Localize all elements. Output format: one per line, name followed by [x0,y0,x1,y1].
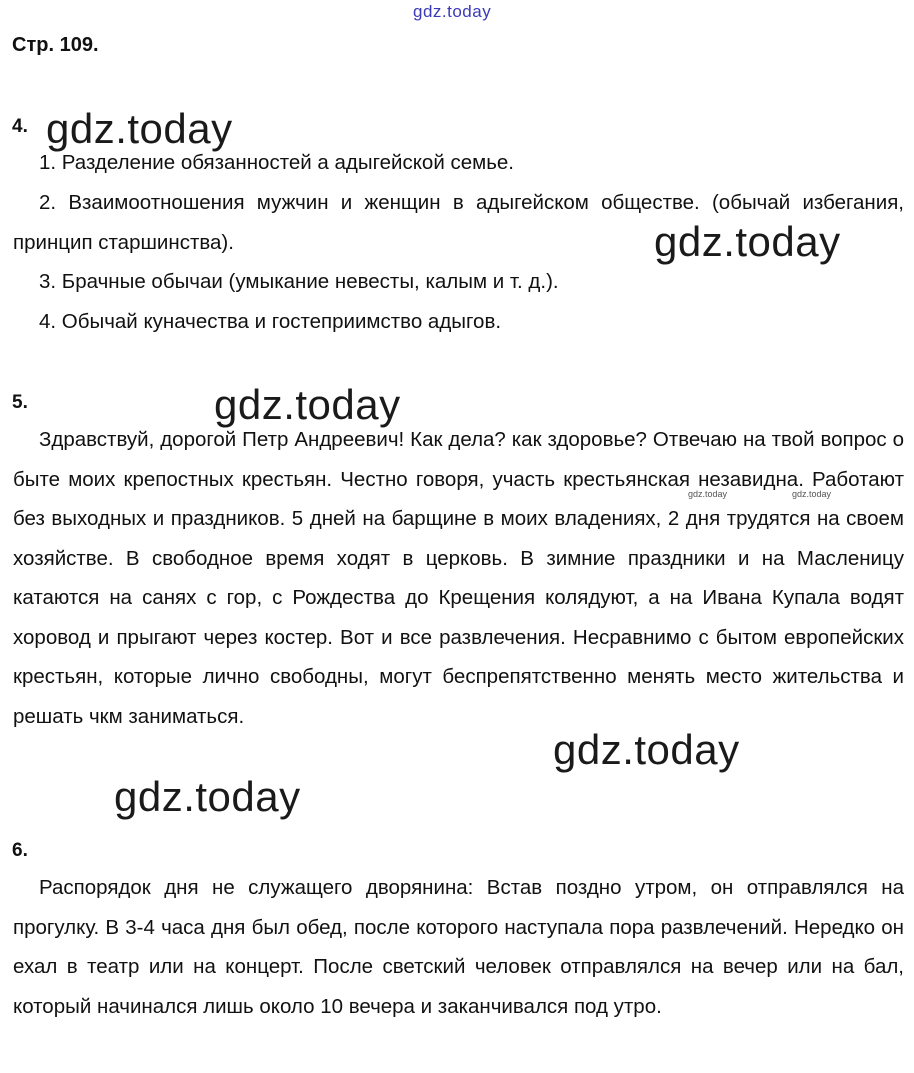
top-watermark: gdz.today [413,2,492,21]
section-4-item-3: 3. Брачные обычаи (умыкание невесты, калым и т. д.). [39,270,559,293]
watermark-small-2: gdz.today [792,489,832,499]
watermark-s4-1: gdz.today [46,105,233,152]
watermark-s5-1: gdz.today [214,381,401,428]
section-4-item-1: 1. Разделение обязанностей а адыгейской семье. [39,151,515,174]
page-title: Стр. 109. [12,34,99,56]
section-4-item-2: 2. Взаимоотношения мужчин и женщин в адыгейском обществе. (обычай избегания, принцип старшинства). [13,191,904,254]
section-6-number: 6. [12,840,28,861]
watermark-s4-2: gdz.today [654,218,841,265]
watermark-s5-2: gdz.today [553,726,740,773]
section-4-number: 4. [12,116,28,137]
section-4-item-4: 4. Обычай куначества и гостеприимство адыгов. [39,310,502,333]
section-6-text: Распорядок дня не служащего дворянина: Встав поздно утром, он отправлялся на прогулку. В 3-4 часа дня был обед, после которого наступала пора развлечений. Нередко он ехал в театр или на концерт. После светский человек отправлялся на вечер или на бал, который начинался лишь около 10 вечера и заканчивался под утро. [13,876,904,1018]
watermark-s5-3: gdz.today [114,773,301,820]
watermark-small-1: gdz.today [688,489,728,499]
section-5-number: 5. [12,392,28,413]
section-5-text: Здравствуй, дорогой Петр Андреевич! Как дела? как здоровье? Отвечаю на твой вопрос о быте моих крепостных крестьян. Честно говоря, участь крестьянская незавидна. Работают без выходных и праздников. 5 дней на барщине в моих владениях, 2 дня трудятся на своем хозяйстве. В свободное время ходят в церковь. В зимние праздники и на Масленицу катаются на санях с гор, с Рождества до Крещения колядуют, а на Ивана Купала водят хоровод и прыгают через костер. Вот и все развлечения. Несравнимо с бытом европейских крестьян, которые лично свободны, могут беспрепятственно менять место жительства и решать чкм заниматься. [13,428,904,728]
